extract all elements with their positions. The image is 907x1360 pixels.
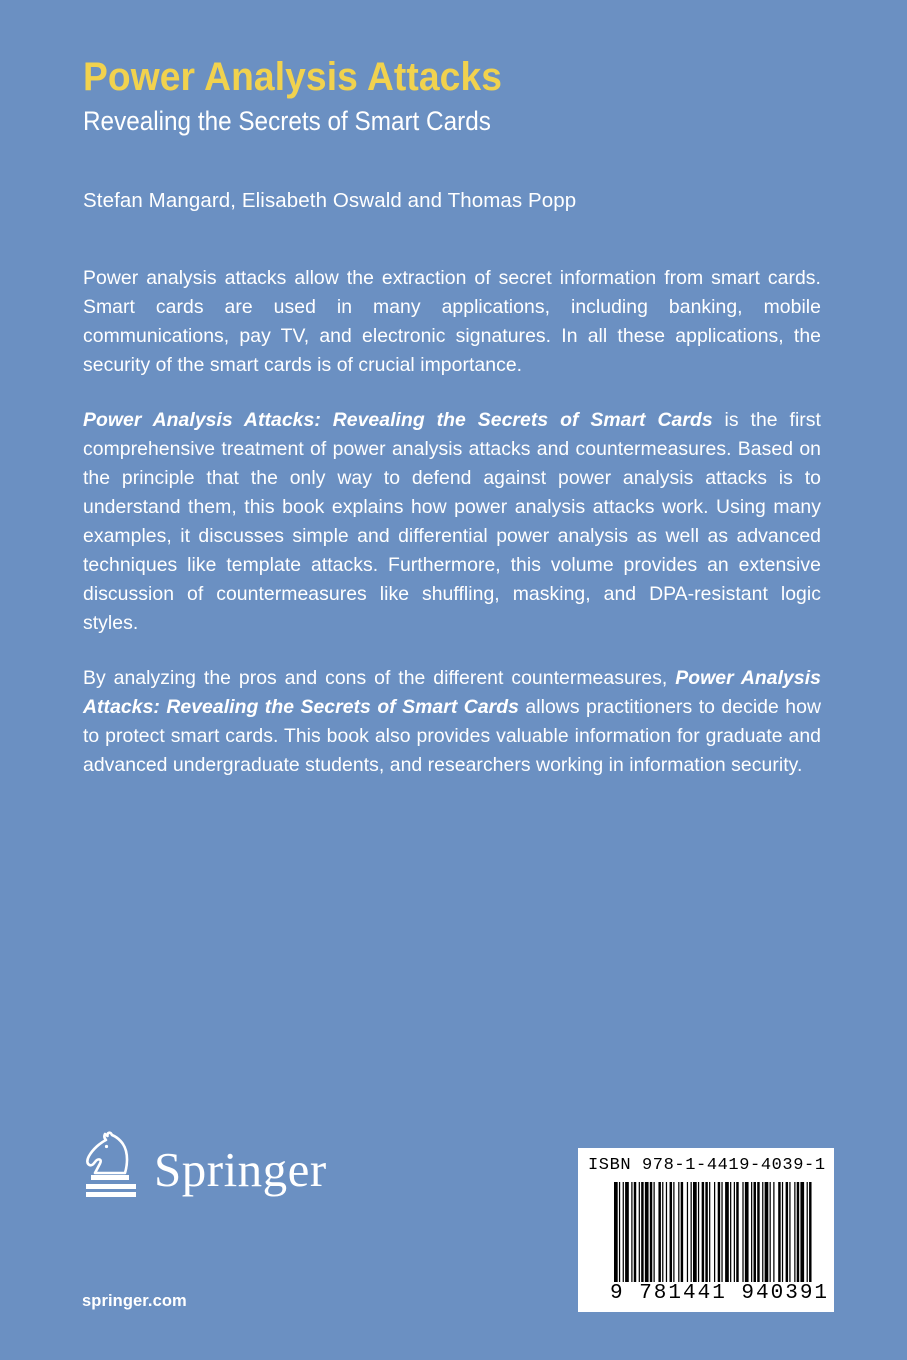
blurb-paragraph-3-lead: By analyzing the pros and cons of the different countermeasures, <box>83 667 676 689</box>
knight-chess-piece-icon <box>80 1128 142 1202</box>
blurb-text <box>83 264 821 780</box>
title-block <box>83 54 843 138</box>
blurb-paragraph-3 <box>83 664 821 780</box>
blurb-title-emphasis-2: Power Analysis Attacks: Revealing the Secrets of Smart Cards <box>83 667 821 718</box>
publisher-logo <box>80 1128 327 1202</box>
isbn-barcode <box>578 1148 834 1312</box>
authors-line: Stefan Mangard, Elisabeth Oswald and Thomas Popp <box>83 189 577 212</box>
isbn-label: ISBN 978-1-4419-4039-1 <box>588 1156 826 1175</box>
blurb-title-emphasis: Power Analysis Attacks: Revealing the Secrets of Smart Cards <box>83 409 713 431</box>
publisher-url: springer.com <box>82 1292 187 1310</box>
blurb-paragraph-2 <box>83 406 821 638</box>
blurb-paragraph-3-rest: allows practitioners to decide how to protect smart cards. This book also provides valuable information for graduate and advanced undergraduate students, and researchers working in information security. <box>83 696 821 776</box>
blurb-paragraph-1: Power analysis attacks allow the extraction of secret information from smart cards. Smart cards are used in many applications, including banking, mobile communications, pay TV, and electronic signatures. In all these applications, the security of the smart cards is of crucial importance. <box>83 267 821 376</box>
blurb-paragraph-2-rest: is the first comprehensive treatment of power analysis attacks and countermeasures. Based on the principle that the only way to defend against power analysis attacks is to understand them, this book explains how power analysis attacks work. Using many examples, it discusses simple and differential power analysis as well as advanced techniques like template attacks. Furthermore, this volume provides an extensive discussion of countermeasures like shuffling, masking, and DPA-resistant logic styles. <box>83 409 821 634</box>
page-title: Power Analysis Attacks <box>83 55 503 99</box>
publisher-name: Springer <box>154 1142 327 1197</box>
barcode-digits: 9 781441 940391 <box>588 1282 833 1306</box>
page-subtitle: Revealing the Secrets of Smart Cards <box>83 106 491 136</box>
